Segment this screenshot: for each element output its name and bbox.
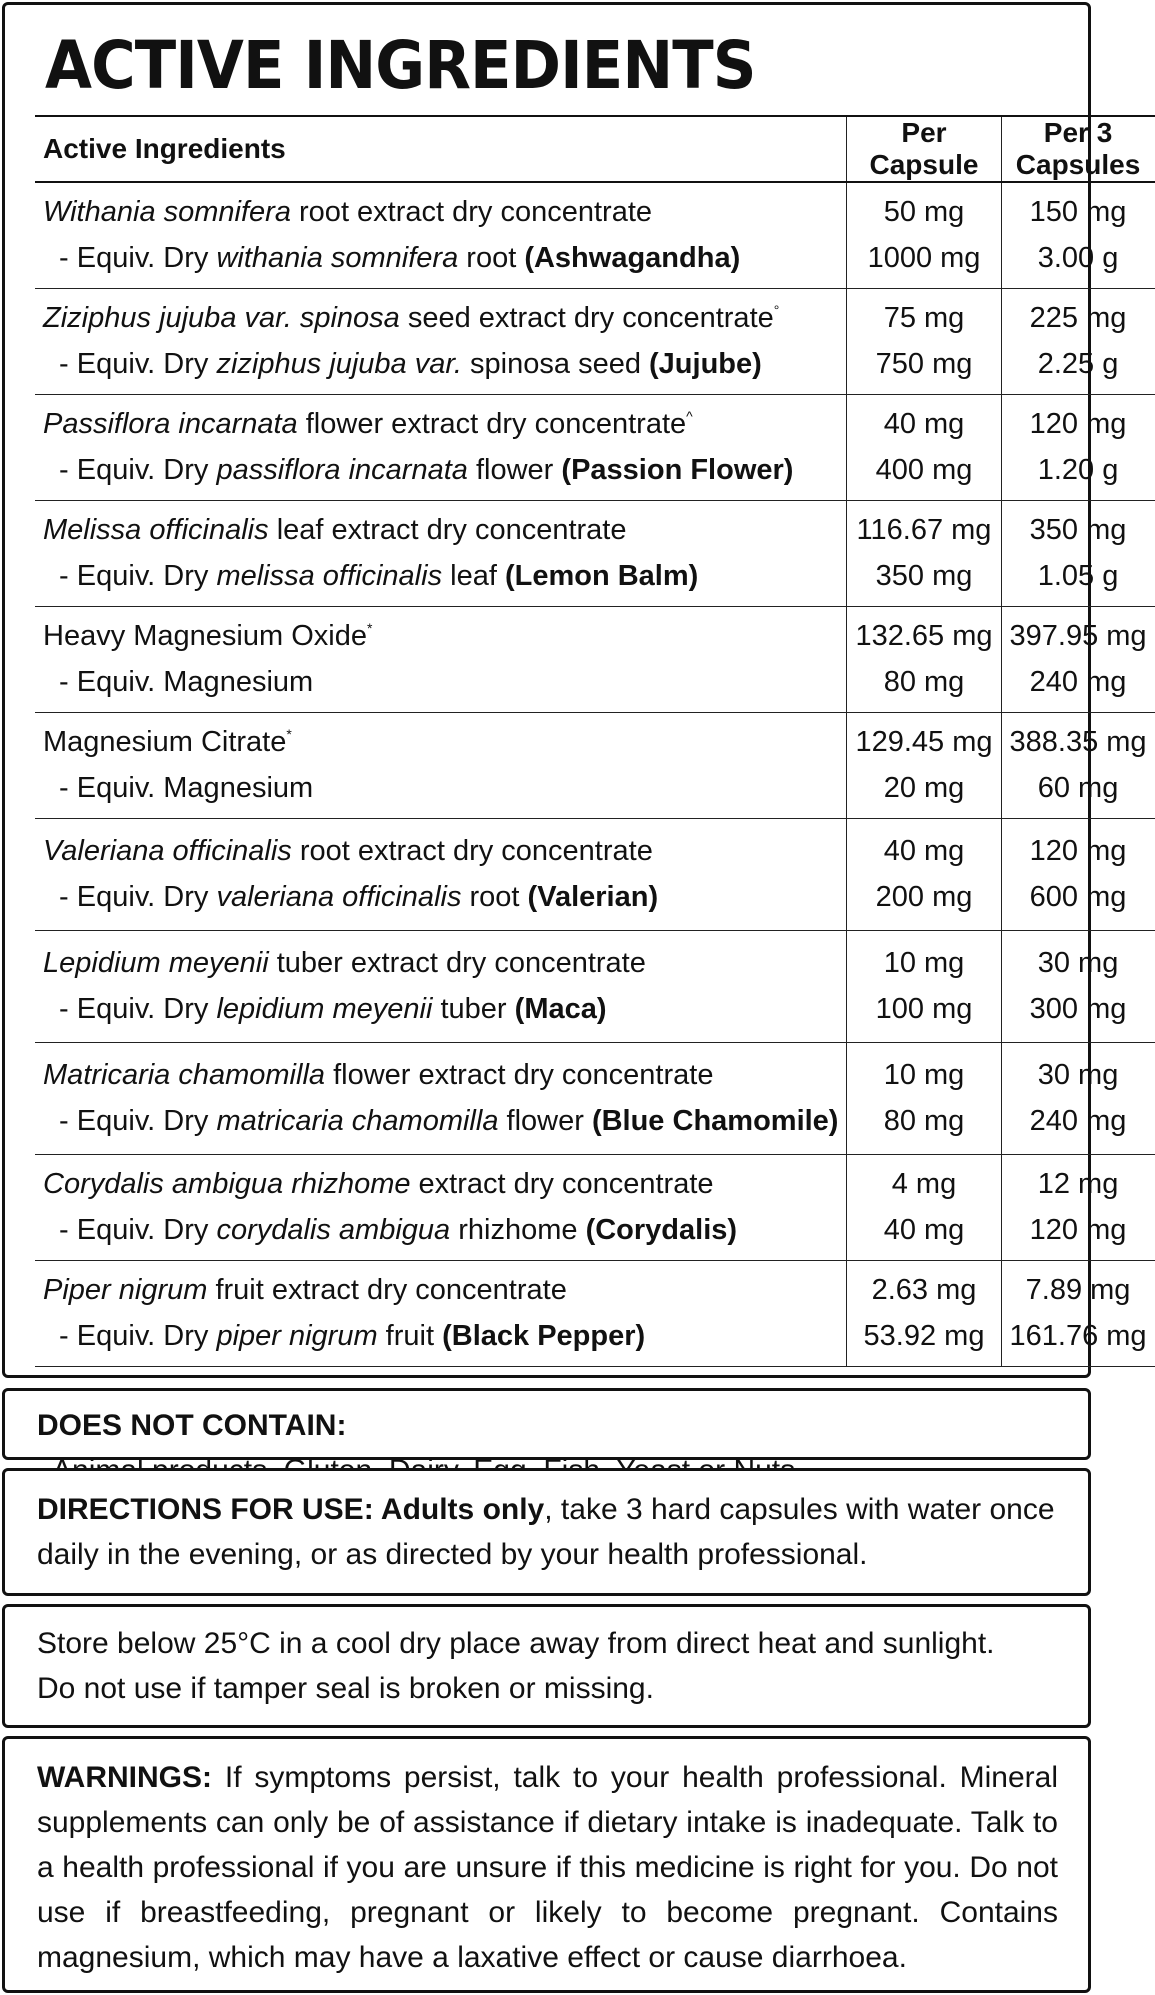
ingredient-equivalent (43, 659, 838, 705)
table-row (35, 1260, 1155, 1366)
amount-value: 350 mg (875, 560, 973, 592)
text-segment: valeriana officinalis (216, 881, 462, 913)
text-segment: ziziphus jujuba var. (216, 348, 462, 380)
amount-value: 60 mg (1037, 772, 1119, 804)
amount-value: 10 mg (883, 1059, 965, 1091)
ingredient-equivalent (43, 765, 838, 811)
per-capsule-cell (847, 288, 1001, 394)
ingredient-cell (35, 818, 847, 930)
amount-value: 10 mg (883, 947, 965, 979)
warnings-panel (2, 1736, 1091, 1993)
amount-value: 1.05 g (1037, 560, 1119, 592)
text-segment: (Jujube) (649, 348, 762, 380)
ingredient-equivalent (43, 553, 838, 599)
amount-value: 50 mg (883, 196, 965, 229)
ingredient-equivalent (43, 447, 838, 493)
table-row (35, 500, 1155, 606)
ingredient-name (43, 1161, 838, 1207)
text-segment: corydalis ambigua (216, 1214, 451, 1246)
amount-value: 120 mg (1029, 1214, 1127, 1246)
amount-value: 30 mg (1037, 947, 1119, 979)
amount-value: 300 mg (1029, 993, 1127, 1025)
per-3-capsules-cell (1001, 712, 1155, 818)
table-row (35, 288, 1155, 394)
text-segment: Corydalis ambigua rhizhome (43, 1168, 411, 1200)
amount-value: 1.20 g (1037, 454, 1119, 486)
text-segment: piper nigrum (216, 1320, 378, 1352)
per-capsule-cell (847, 394, 1001, 500)
text-segment: - Equiv. Dry (51, 348, 217, 380)
amount-value: 20 mg (883, 772, 965, 804)
amount-value: 150 mg (1029, 196, 1127, 229)
text-segment: Matricaria chamomilla (43, 1059, 326, 1091)
amount-value: 388.35 mg (1009, 726, 1147, 758)
per-capsule-cell (847, 606, 1001, 712)
text-segment: - Equiv. Dry (51, 560, 217, 592)
table-row (35, 930, 1155, 1042)
per-3-capsules-cell (1001, 394, 1155, 500)
ingredient-cell (35, 288, 847, 394)
text-segment: flower (498, 1105, 592, 1137)
text-segment: - Equiv. Dry (51, 993, 217, 1025)
text-segment: (Corydalis) (585, 1214, 738, 1246)
column-header-per-capsule: Per Capsule (847, 116, 1001, 182)
ingredient-equivalent (43, 1098, 838, 1144)
text-segment: withania somnifera (216, 242, 459, 275)
table-row (35, 818, 1155, 930)
text-segment: (Blue Chamomile) (591, 1105, 839, 1137)
ingredient-name (43, 828, 838, 874)
amount-value: 7.89 mg (1025, 1274, 1131, 1306)
text-segment: leaf extract dry concentrate (268, 514, 627, 546)
text-segment: rhizhome (450, 1214, 586, 1246)
ingredient-name (43, 295, 838, 341)
per-capsule-cell (847, 930, 1001, 1042)
ingredient-name (43, 940, 838, 986)
amount-value: 1000 mg (867, 242, 981, 275)
amount-value: 120 mg (1029, 835, 1127, 867)
text-segment: leaf (442, 560, 505, 592)
directions-body: , take 3 hard capsules with water once daily in the evening, or as directed by your health professional. (37, 1493, 1055, 1571)
warnings-label: WARNINGS: (37, 1761, 212, 1794)
amount-value: 40 mg (883, 1214, 965, 1246)
per-3-capsules-cell (1001, 1042, 1155, 1154)
amount-value: 116.67 mg (856, 514, 992, 546)
amount-value: 350 mg (1029, 514, 1127, 546)
text-segment: passiflora incarnata (216, 454, 468, 486)
ingredient-equivalent (43, 874, 838, 920)
amount-value: 600 mg (1029, 881, 1127, 913)
amount-value: 100 mg (875, 993, 973, 1025)
text-segment: - Equiv. Dry (51, 881, 217, 913)
ingredient-cell (35, 712, 847, 818)
text-segment: tuber (432, 993, 515, 1025)
per-capsule-cell (847, 1042, 1001, 1154)
text-segment: flower extract dry concentrate (325, 1059, 714, 1091)
text-segment: (Ashwagandha) (524, 242, 741, 275)
per-3-capsules-cell (1001, 1154, 1155, 1260)
ingredient-equivalent (43, 1207, 838, 1253)
table-row (35, 606, 1155, 712)
table-row (35, 1154, 1155, 1260)
ingredient-cell (35, 606, 847, 712)
amount-value: 161.76 mg (1009, 1320, 1147, 1352)
amount-value: 400 mg (875, 454, 973, 486)
per-3-capsules-cell (1001, 182, 1155, 288)
amount-value: 240 mg (1029, 666, 1127, 698)
text-segment: root extract dry concentrate (291, 835, 653, 867)
ingredient-cell (35, 394, 847, 500)
footnote-marker: * (286, 726, 292, 742)
storage-line-1: Store below 25°C in a cool dry place away from direct heat and sunlight. (37, 1627, 995, 1660)
ingredient-name (43, 613, 838, 659)
footnote-marker: ^ (686, 408, 693, 424)
does-not-contain-label: DOES NOT CONTAIN: (37, 1409, 347, 1442)
per-capsule-cell (847, 1260, 1001, 1366)
amount-value: 40 mg (883, 835, 965, 867)
text-segment: - Equiv. Magnesium (51, 772, 314, 804)
ingredient-equivalent (43, 341, 838, 387)
storage-panel (2, 1604, 1091, 1728)
ingredient-name (43, 1267, 838, 1313)
table-header-row (35, 116, 1155, 182)
amount-value: 4 mg (891, 1168, 957, 1200)
storage-text (37, 1621, 1058, 1711)
text-segment: - Equiv. Dry (51, 242, 217, 275)
per-capsule-cell (847, 1154, 1001, 1260)
text-segment: - Equiv. Dry (51, 1214, 217, 1246)
text-segment: Piper nigrum (43, 1274, 208, 1306)
amount-value: 12 mg (1037, 1168, 1119, 1200)
amount-value: 75 mg (883, 302, 965, 334)
ingredient-equivalent (43, 235, 838, 281)
ingredient-name (43, 189, 838, 235)
footnote-marker: ° (773, 302, 780, 318)
ingredients-table (35, 115, 1155, 1367)
amount-value: 225 mg (1029, 302, 1127, 334)
amount-value: 240 mg (1029, 1105, 1127, 1137)
text-segment: Valeriana officinalis (43, 835, 292, 867)
text-segment: extract dry concentrate (410, 1168, 714, 1200)
amount-value: 132.65 mg (855, 620, 993, 652)
text-segment: - Equiv. Dry (51, 1320, 217, 1352)
per-capsule-cell (847, 182, 1001, 288)
text-segment: (Lemon Balm) (504, 560, 699, 592)
ingredient-cell (35, 930, 847, 1042)
per-3-capsules-cell (1001, 606, 1155, 712)
ingredient-cell (35, 1154, 847, 1260)
text-segment: matricaria chamomilla (216, 1105, 499, 1137)
per-3-capsules-cell (1001, 500, 1155, 606)
warnings-body: If symptoms persist, talk to your health professional. Mineral supplements can only be of assistance if dietary intake is inadequate. Talk to a health professional if you are unsure if this medicine is right for you. Do not use if breastfeeding, pregnant or likely to become pregnant. Contains magnesium, which may have a laxative effect or cause diarrhoea. (37, 1761, 1058, 1974)
amount-value: 40 mg (883, 408, 965, 440)
amount-value: 80 mg (883, 1105, 965, 1137)
amount-value: 120 mg (1029, 408, 1127, 440)
amount-value: 2.63 mg (871, 1274, 977, 1306)
directions-label: DIRECTIONS FOR USE: (37, 1493, 381, 1526)
text-segment: Withania somnifera (43, 196, 291, 229)
page-title: ACTIVE INGREDIENTS (45, 27, 756, 104)
ingredient-name (43, 507, 838, 553)
amount-value: 30 mg (1037, 1059, 1119, 1091)
text-segment: root (458, 242, 525, 275)
text-segment: Ziziphus jujuba var. spinosa (43, 302, 400, 334)
column-header-per-3-capsules: Per 3 Capsules (1001, 116, 1155, 182)
ingredient-name (43, 719, 838, 765)
text-segment: (Valerian) (527, 881, 659, 913)
text-segment: Melissa officinalis (43, 514, 269, 546)
text-segment: - Equiv. Dry (51, 454, 217, 486)
per-3-capsules-cell (1001, 1260, 1155, 1366)
text-segment: - Equiv. Dry (51, 1105, 217, 1137)
per-capsule-cell (847, 818, 1001, 930)
directions-adults-only: Adults only (380, 1493, 545, 1526)
text-segment: (Black Pepper) (442, 1320, 646, 1352)
text-segment: (Maca) (514, 993, 607, 1025)
ingredient-name (43, 401, 838, 447)
text-segment: root extract dry concentrate (290, 196, 653, 229)
per-3-capsules-cell (1001, 288, 1155, 394)
column-header-ingredients: Active Ingredients (35, 116, 847, 182)
ingredient-cell (35, 500, 847, 606)
table-row (35, 712, 1155, 818)
text-segment: spinosa seed (462, 348, 650, 380)
ingredient-cell (35, 182, 847, 288)
text-segment: flower (467, 454, 562, 486)
warnings-text (37, 1755, 1058, 1980)
text-segment: Passiflora incarnata (43, 408, 298, 440)
text-segment: (Passion Flower) (561, 454, 794, 486)
amount-value: 2.25 g (1037, 348, 1119, 380)
amount-value: 200 mg (875, 881, 973, 913)
storage-line-2: Do not use if tamper seal is broken or missing. (37, 1672, 654, 1705)
text-segment: Heavy Magnesium Oxide (43, 620, 367, 652)
table-row (35, 394, 1155, 500)
ingredient-cell (35, 1260, 847, 1366)
text-segment: flower extract dry concentrate (297, 408, 687, 440)
text-segment: fruit (377, 1320, 443, 1352)
amount-value: 129.45 mg (855, 726, 993, 758)
text-segment: - Equiv. Magnesium (51, 666, 314, 698)
text-segment: lepidium meyenii (216, 993, 433, 1025)
per-capsule-cell (847, 500, 1001, 606)
ingredient-name (43, 1052, 838, 1098)
text-segment: tuber extract dry concentrate (268, 947, 646, 979)
table-row (35, 1042, 1155, 1154)
table-row (35, 182, 1155, 288)
active-ingredients-panel (2, 2, 1147, 1378)
directions-panel (2, 1468, 1091, 1596)
amount-value: 397.95 mg (1009, 620, 1147, 652)
amount-value: 3.00 g (1037, 242, 1119, 275)
text-segment: melissa officinalis (216, 560, 443, 592)
per-3-capsules-cell (1001, 818, 1155, 930)
ingredient-equivalent (43, 1313, 838, 1359)
ingredient-equivalent (43, 986, 838, 1032)
text-segment: Lepidium meyenii (43, 947, 269, 979)
text-segment: fruit extract dry concentrate (207, 1274, 567, 1306)
ingredients-table-body (35, 182, 1155, 1366)
does-not-contain-panel (2, 1388, 1091, 1460)
text-segment: Magnesium Citrate (43, 726, 287, 758)
footnote-marker: * (366, 620, 373, 636)
amount-value: 53.92 mg (863, 1320, 985, 1352)
directions-text (37, 1487, 1058, 1577)
per-3-capsules-cell (1001, 930, 1155, 1042)
amount-value: 750 mg (875, 348, 973, 380)
text-segment: seed extract dry concentrate (399, 302, 774, 334)
amount-value: 80 mg (883, 666, 965, 698)
per-capsule-cell (847, 712, 1001, 818)
ingredient-cell (35, 1042, 847, 1154)
text-segment: root (461, 881, 528, 913)
